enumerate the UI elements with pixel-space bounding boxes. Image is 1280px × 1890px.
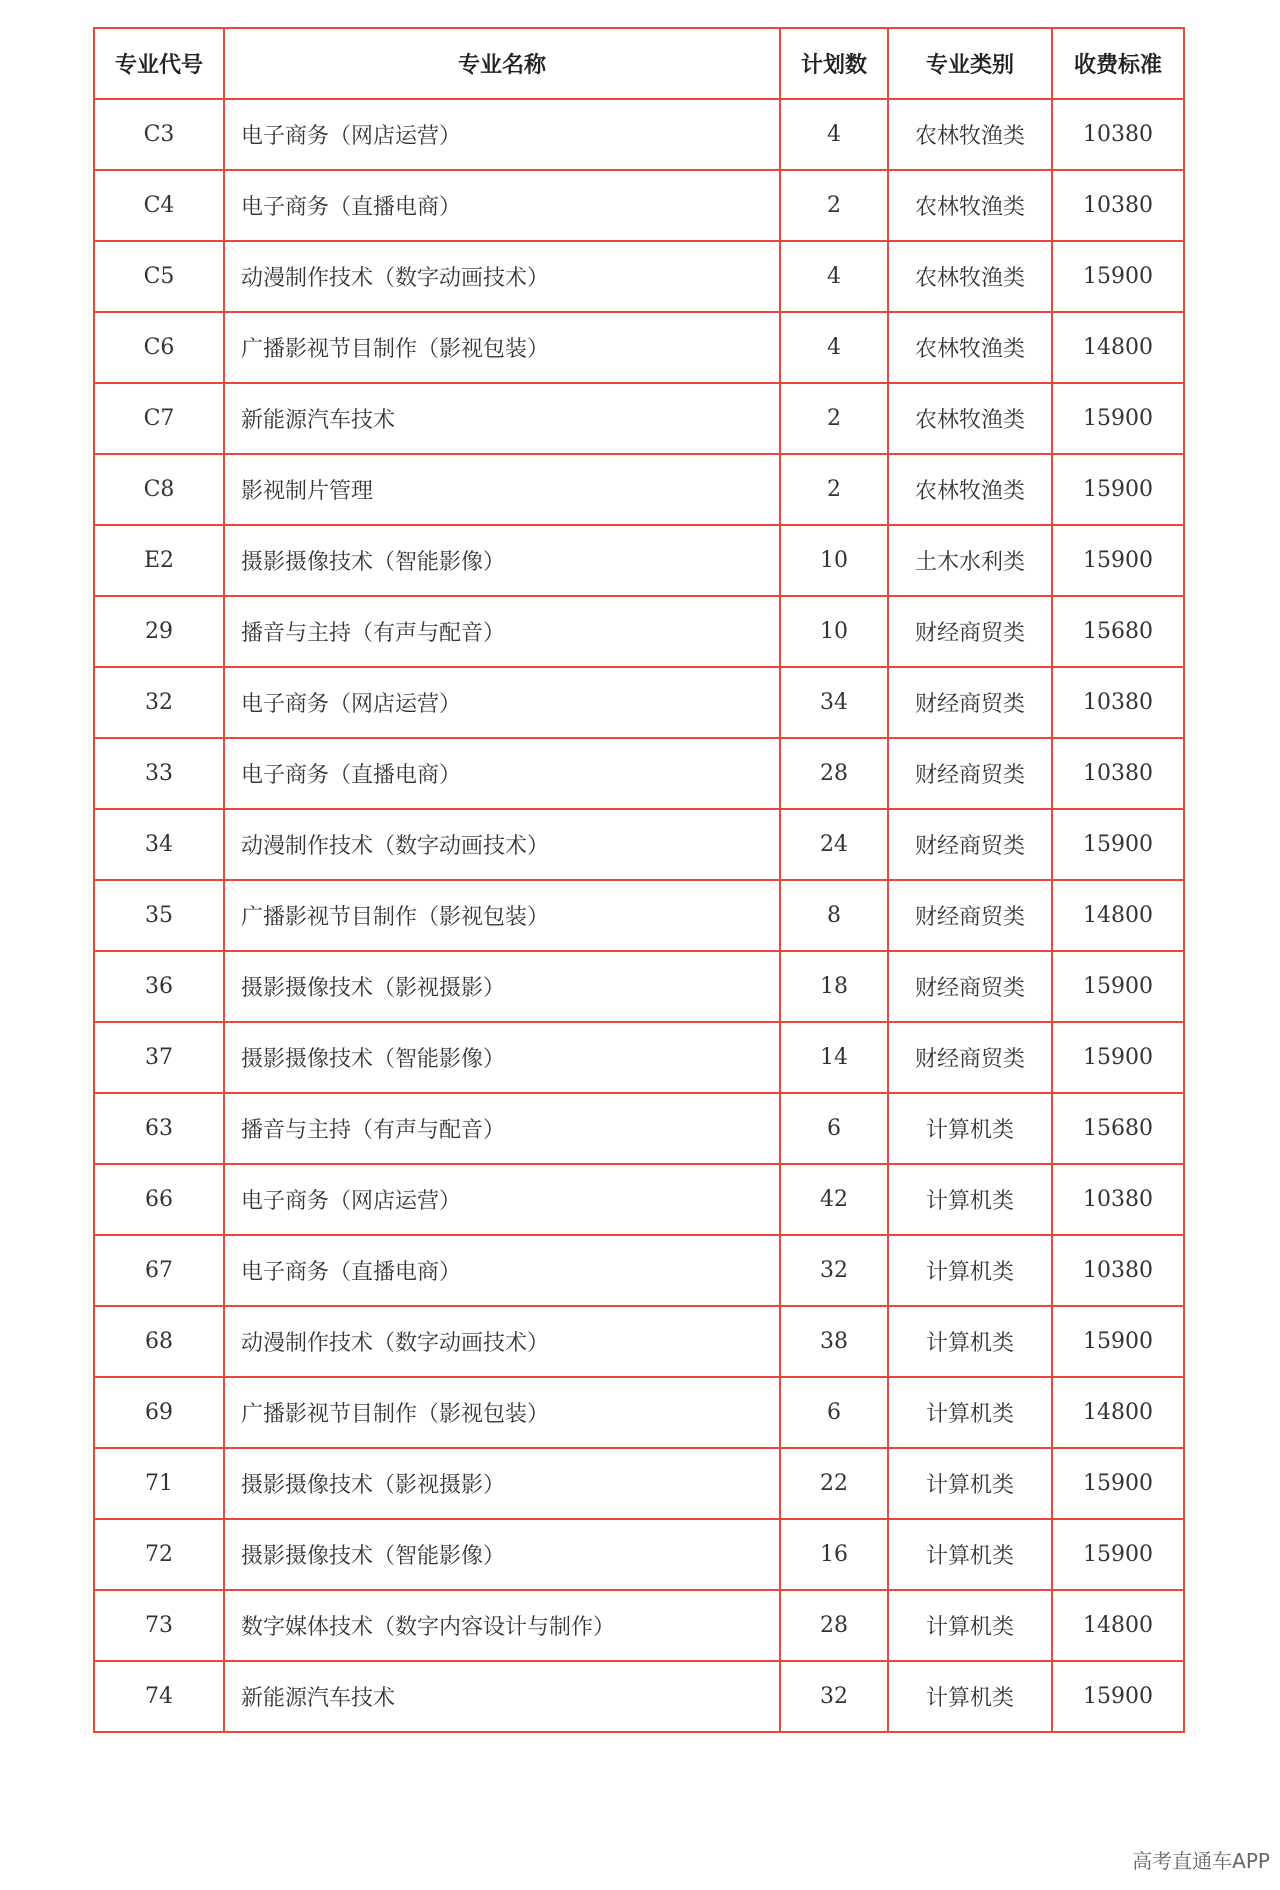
tuition-cell: 15900 (1052, 241, 1184, 312)
code-cell: C6 (94, 312, 224, 383)
code-cell: 68 (94, 1306, 224, 1377)
major-name-cell: 电子商务（网店运营） (224, 667, 780, 738)
plan-count-cell: 28 (780, 1590, 888, 1661)
plan-count-cell: 6 (780, 1093, 888, 1164)
plan-count-cell: 34 (780, 667, 888, 738)
major-name-cell: 电子商务（直播电商） (224, 738, 780, 809)
table-row (94, 738, 1184, 809)
table-row (94, 1519, 1184, 1590)
table-row (94, 880, 1184, 951)
category-cell: 计算机类 (888, 1377, 1052, 1448)
tuition-cell: 14800 (1052, 1377, 1184, 1448)
table-row (94, 1306, 1184, 1377)
category-cell: 计算机类 (888, 1661, 1052, 1732)
plan-count-cell: 6 (780, 1377, 888, 1448)
plan-count-cell: 8 (780, 880, 888, 951)
code-cell: 71 (94, 1448, 224, 1519)
code-cell: 74 (94, 1661, 224, 1732)
header-category: 专业类别 (888, 28, 1052, 99)
table-row (94, 1022, 1184, 1093)
tuition-cell: 15900 (1052, 1306, 1184, 1377)
plan-count-cell: 24 (780, 809, 888, 880)
header-tuition: 收费标准 (1052, 28, 1184, 99)
plan-count-cell: 18 (780, 951, 888, 1022)
major-name-cell: 摄影摄像技术（影视摄影） (224, 951, 780, 1022)
code-cell: E2 (94, 525, 224, 596)
code-cell: 35 (94, 880, 224, 951)
table-row (94, 667, 1184, 738)
tuition-cell: 10380 (1052, 170, 1184, 241)
table-row (94, 596, 1184, 667)
plan-count-cell: 10 (780, 596, 888, 667)
tuition-cell: 10380 (1052, 738, 1184, 809)
tuition-cell: 10380 (1052, 1164, 1184, 1235)
code-cell: 37 (94, 1022, 224, 1093)
code-cell: 33 (94, 738, 224, 809)
code-cell: 36 (94, 951, 224, 1022)
plan-count-cell: 4 (780, 241, 888, 312)
tuition-cell: 15900 (1052, 1519, 1184, 1590)
tuition-cell: 10380 (1052, 99, 1184, 170)
plan-count-cell: 4 (780, 99, 888, 170)
table-row (94, 1235, 1184, 1306)
tuition-cell: 14800 (1052, 312, 1184, 383)
category-cell: 农林牧渔类 (888, 99, 1052, 170)
major-name-cell: 影视制片管理 (224, 454, 780, 525)
plan-count-cell: 38 (780, 1306, 888, 1377)
category-cell: 农林牧渔类 (888, 454, 1052, 525)
table-row (94, 312, 1184, 383)
tuition-cell: 15900 (1052, 383, 1184, 454)
plan-count-cell: 16 (780, 1519, 888, 1590)
code-cell: 29 (94, 596, 224, 667)
plan-count-cell: 10 (780, 525, 888, 596)
table-row (94, 1164, 1184, 1235)
watermark: 高考直通车APP (1132, 1849, 1270, 1873)
tuition-cell: 15900 (1052, 809, 1184, 880)
category-cell: 农林牧渔类 (888, 170, 1052, 241)
table-row (94, 809, 1184, 880)
code-cell: 63 (94, 1093, 224, 1164)
table-body (94, 99, 1184, 1732)
tuition-cell: 14800 (1052, 1590, 1184, 1661)
tuition-cell: 15900 (1052, 1448, 1184, 1519)
code-cell: C3 (94, 99, 224, 170)
table-row (94, 170, 1184, 241)
tuition-cell: 15900 (1052, 525, 1184, 596)
category-cell: 财经商贸类 (888, 596, 1052, 667)
major-name-cell: 电子商务（网店运营） (224, 1164, 780, 1235)
category-cell: 农林牧渔类 (888, 241, 1052, 312)
table-row (94, 383, 1184, 454)
category-cell: 农林牧渔类 (888, 383, 1052, 454)
header-major-name: 专业名称 (224, 28, 780, 99)
code-cell: 73 (94, 1590, 224, 1661)
plan-count-cell: 2 (780, 454, 888, 525)
major-name-cell: 新能源汽车技术 (224, 1661, 780, 1732)
tuition-cell: 15900 (1052, 951, 1184, 1022)
plan-count-cell: 32 (780, 1661, 888, 1732)
plan-count-cell: 2 (780, 170, 888, 241)
table-row (94, 1448, 1184, 1519)
table-row (94, 99, 1184, 170)
category-cell: 财经商贸类 (888, 809, 1052, 880)
category-cell: 财经商贸类 (888, 880, 1052, 951)
major-name-cell: 电子商务（直播电商） (224, 1235, 780, 1306)
table-row (94, 1093, 1184, 1164)
category-cell: 计算机类 (888, 1448, 1052, 1519)
code-cell: 66 (94, 1164, 224, 1235)
major-name-cell: 动漫制作技术（数字动画技术） (224, 1306, 780, 1377)
table-row (94, 454, 1184, 525)
major-name-cell: 广播影视节目制作（影视包装） (224, 1377, 780, 1448)
code-cell: C8 (94, 454, 224, 525)
table-row (94, 525, 1184, 596)
plan-count-cell: 42 (780, 1164, 888, 1235)
major-name-cell: 摄影摄像技术（影视摄影） (224, 1448, 780, 1519)
category-cell: 计算机类 (888, 1590, 1052, 1661)
category-cell: 计算机类 (888, 1306, 1052, 1377)
category-cell: 财经商贸类 (888, 738, 1052, 809)
tuition-cell: 15900 (1052, 454, 1184, 525)
category-cell: 计算机类 (888, 1519, 1052, 1590)
code-cell: 67 (94, 1235, 224, 1306)
major-name-cell: 广播影视节目制作（影视包装） (224, 312, 780, 383)
plan-count-cell: 14 (780, 1022, 888, 1093)
tuition-cell: 15680 (1052, 596, 1184, 667)
major-name-cell: 摄影摄像技术（智能影像） (224, 525, 780, 596)
category-cell: 财经商贸类 (888, 667, 1052, 738)
plan-count-cell: 28 (780, 738, 888, 809)
major-name-cell: 播音与主持（有声与配音） (224, 1093, 780, 1164)
major-name-cell: 摄影摄像技术（智能影像） (224, 1519, 780, 1590)
table-row (94, 1661, 1184, 1732)
table-row (94, 1590, 1184, 1661)
category-cell: 财经商贸类 (888, 951, 1052, 1022)
major-name-cell: 电子商务（网店运营） (224, 99, 780, 170)
major-name-cell: 电子商务（直播电商） (224, 170, 780, 241)
major-name-cell: 动漫制作技术（数字动画技术） (224, 809, 780, 880)
tuition-cell: 15900 (1052, 1022, 1184, 1093)
tuition-cell: 15680 (1052, 1093, 1184, 1164)
major-name-cell: 摄影摄像技术（智能影像） (224, 1022, 780, 1093)
table-row (94, 1377, 1184, 1448)
category-cell: 计算机类 (888, 1235, 1052, 1306)
header-plan-count: 计划数 (780, 28, 888, 99)
category-cell: 农林牧渔类 (888, 312, 1052, 383)
code-cell: C7 (94, 383, 224, 454)
tuition-cell: 14800 (1052, 880, 1184, 951)
tuition-cell: 15900 (1052, 1661, 1184, 1732)
major-name-cell: 新能源汽车技术 (224, 383, 780, 454)
code-cell: 72 (94, 1519, 224, 1590)
table-row (94, 951, 1184, 1022)
code-cell: C5 (94, 241, 224, 312)
category-cell: 计算机类 (888, 1093, 1052, 1164)
table-row (94, 241, 1184, 312)
majors-table (93, 27, 1185, 1733)
header-code: 专业代号 (94, 28, 224, 99)
tuition-cell: 10380 (1052, 667, 1184, 738)
major-name-cell: 动漫制作技术（数字动画技术） (224, 241, 780, 312)
code-cell: 69 (94, 1377, 224, 1448)
plan-count-cell: 32 (780, 1235, 888, 1306)
major-name-cell: 数字媒体技术（数字内容设计与制作） (224, 1590, 780, 1661)
category-cell: 土木水利类 (888, 525, 1052, 596)
category-cell: 财经商贸类 (888, 1022, 1052, 1093)
plan-count-cell: 2 (780, 383, 888, 454)
major-name-cell: 广播影视节目制作（影视包装） (224, 880, 780, 951)
code-cell: C4 (94, 170, 224, 241)
code-cell: 34 (94, 809, 224, 880)
plan-count-cell: 22 (780, 1448, 888, 1519)
category-cell: 计算机类 (888, 1164, 1052, 1235)
tuition-cell: 10380 (1052, 1235, 1184, 1306)
major-name-cell: 播音与主持（有声与配音） (224, 596, 780, 667)
code-cell: 32 (94, 667, 224, 738)
header-row (94, 28, 1184, 99)
plan-count-cell: 4 (780, 312, 888, 383)
